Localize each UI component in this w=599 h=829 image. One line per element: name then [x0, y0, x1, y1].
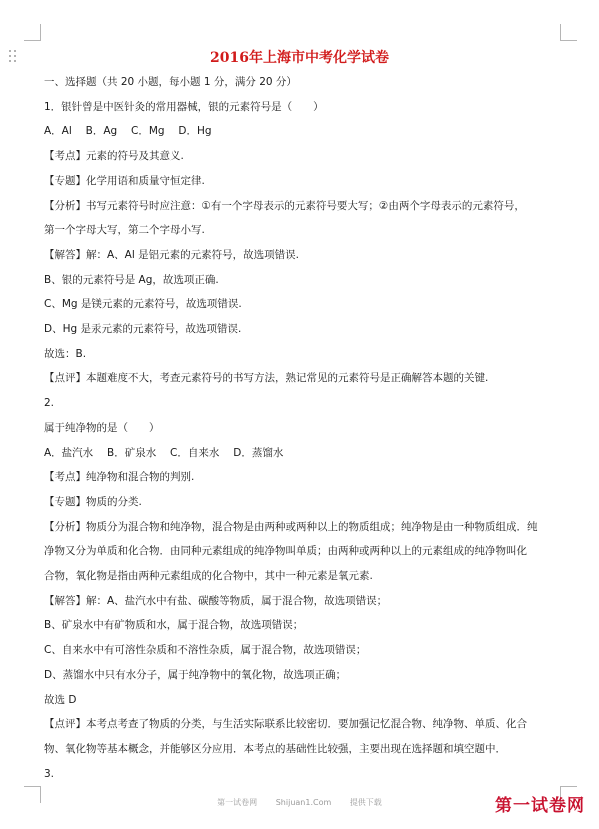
document-line: 【分析】物质分为混合物和纯净物，混合物是由两种或两种以上的物质组成；纯净物是由一种物质组成．纯: [44, 520, 538, 533]
footer-download: 提供下载: [349, 798, 382, 807]
document-line: 【考点】元素的符号及其意义.: [44, 150, 184, 163]
document-line: 合物，氧化物是指由两种元素组成的化合物中，其中一种元素是氧元素.: [44, 570, 373, 582]
footer-site-name: 第一试卷网: [217, 798, 258, 807]
document-line: 【分析】书写元素符号时应注意：①有一个字母表示的元素符号要大写；②由两个字母表示的元素符号，: [44, 199, 525, 212]
document-line: D、Hg 是汞元素的元素符号，故选项错误.: [44, 323, 242, 335]
document-line: 物、氧化物等基本概念，并能够区分应用．本考点的基础性比较强，主要出现在选择题和填空题中．: [44, 742, 506, 755]
footer-url: Shijuan1.Com: [275, 798, 332, 807]
document-line: D、蒸馏水中只有水分子，属于纯净物中的氧化物，故选项正确；: [44, 668, 347, 681]
document-line: 1．银针曾是中医针灸的常用器械，银的元素符号是（ ）: [44, 100, 324, 113]
document-line: 一、选择题（共 20 小题，每小题 1 分，满分 20 分）: [44, 76, 297, 88]
document-line: 属于纯净物的是（ ）: [44, 421, 160, 434]
document-line: 第一个字母大写，第二个字母小写.: [44, 224, 205, 237]
document-line: 【专题】化学用语和质量守恒定律.: [44, 174, 205, 187]
document-line: 【点评】本题难度不大，考查元素符号的书写方法，熟记常见的元素符号是正确解答本题的关键.: [44, 372, 489, 385]
document-line: 故选：B.: [44, 347, 87, 360]
watermark-logo: 第一试卷网: [495, 796, 585, 816]
document-line: 【解答】解：A、盐汽水中有盐、碳酸等物质，属于混合物，故选项错误；: [44, 594, 388, 607]
document-line: B、矿泉水中有矿物质和水，属于混合物，故选项错误；: [44, 619, 304, 632]
document-line: C、Mg 是镁元素的元素符号，故选项错误.: [44, 298, 242, 311]
document-line: 【专题】物质的分类.: [44, 495, 142, 508]
document-line: 净物又分为单质和化合物．由同种元素组成的纯净物叫单质；由两种或两种以上的元素组成的纯净物叫化: [44, 545, 527, 558]
document-line: A．盐汽水 B．矿泉水 C．自来水 D．蒸馏水: [44, 446, 284, 459]
document-title: 2016年上海市中考化学试卷: [210, 50, 389, 66]
document-line: 【点评】本考点考查了物质的分类，与生活实际联系比较密切．要加强记忆混合物、纯净物、单质、化合: [44, 718, 527, 731]
document-line: A．Al B．Ag C．Mg D．Hg: [44, 125, 212, 138]
crop-mark-top-left: [24, 24, 41, 41]
document-line: B、银的元素符号是 Ag，故选项正确.: [44, 273, 219, 286]
document-line: 2.: [44, 397, 55, 410]
document-line: C、自来水中有可溶性杂质和不溶性杂质，属于混合物，故选项错误；: [44, 644, 367, 657]
document-line: 故选 D: [44, 693, 77, 706]
document-line: 3.: [44, 767, 55, 780]
document-line: 【解答】解：A、Al 是铝元素的元素符号，故选项错误.: [44, 248, 299, 261]
document-line: 【考点】纯净物和混合物的判别.: [44, 471, 195, 484]
crop-mark-top-right: [560, 24, 577, 41]
